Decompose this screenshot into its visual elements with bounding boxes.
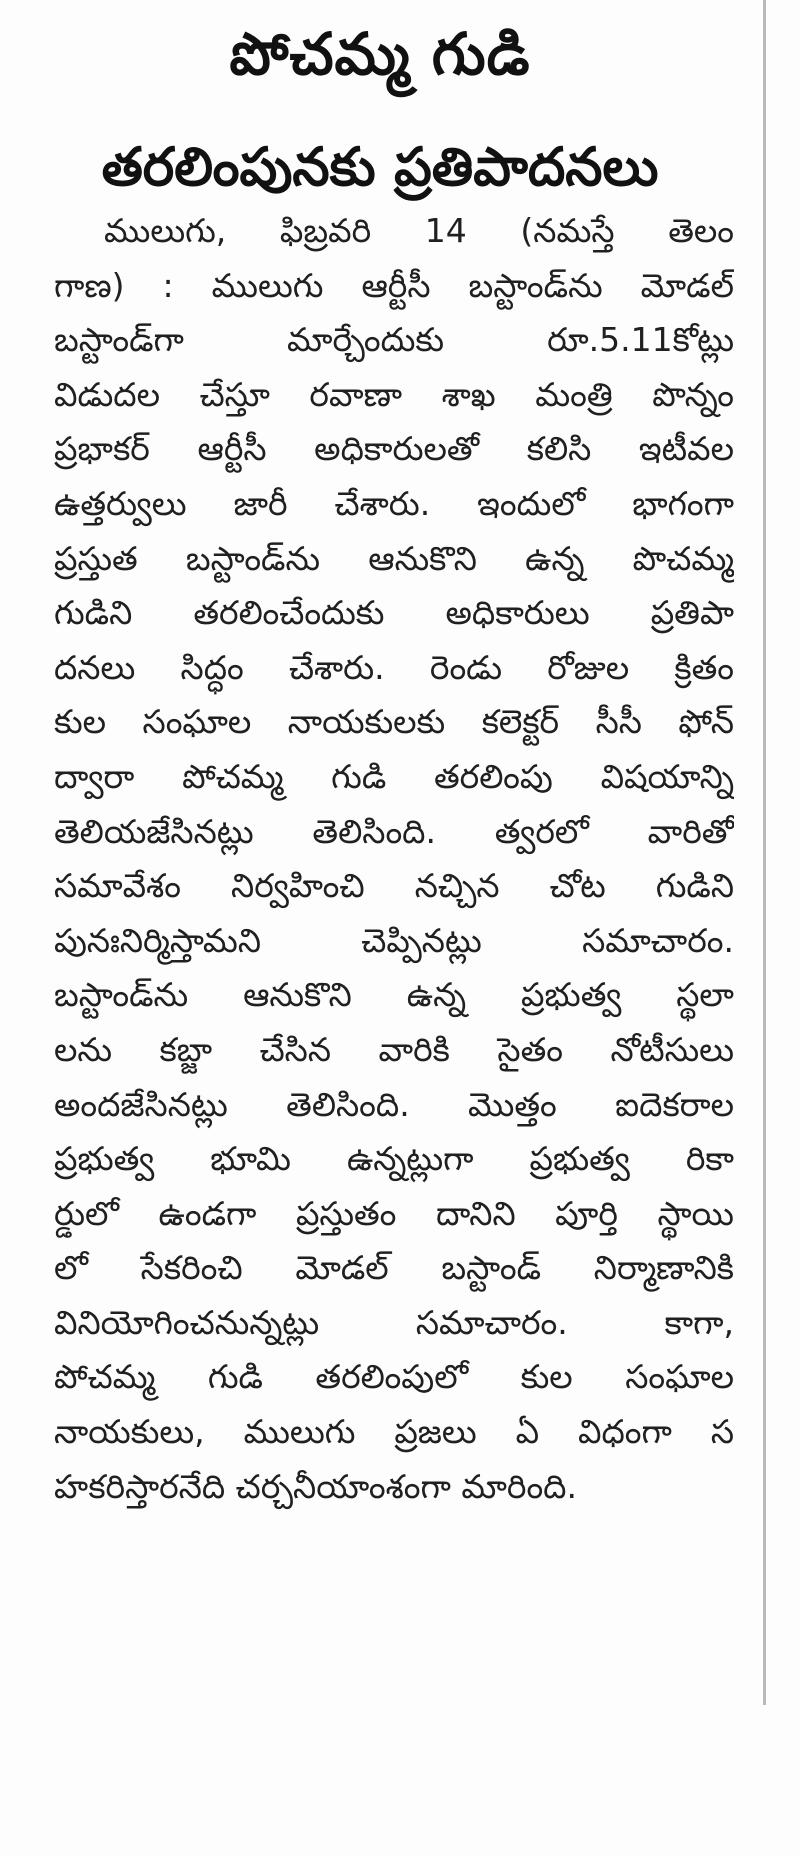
body-line: పునఃనిర్మిస్తామని చెప్పినట్లు సమాచారం. (54, 920, 734, 960)
body-line: ప్రస్తుత బస్టాండ్‌ను ఆనుకొని ఉన్న పొచమ్మ (54, 538, 734, 578)
body-line: బస్టాండ్‌ను ఆనుకొని ఉన్న ప్రభుత్వ స్థలా (54, 975, 734, 1015)
body-line: దనలు సిద్ధం చేశారు. రెండు రోజుల క్రితం (54, 647, 734, 687)
body-line: ర్డులో ఉండగా ప్రస్తుతం దానిని పూర్తి స్థాయి (54, 1193, 734, 1233)
body-line: లను కబ్జా చేసిన వారికి సైతం నోటీసులు (54, 1029, 734, 1069)
body-line: అందజేసినట్లు తెలిసింది. మొత్తం ఐదెకరాల (54, 1084, 734, 1124)
column-divider (763, 0, 766, 1705)
body-line: హకరిస్తారనేది చర్చనీయాంశంగా మారింది. (54, 1466, 577, 1506)
body-line: వినియోగించనున్నట్లు సమాచారం. కాగా, (54, 1302, 734, 1342)
headline-line-2: తరలింపునకు ప్రతిపాదనలు (101, 137, 659, 198)
body-line: గాణ) : ములుగు ఆర్టీసీ బస్టాండ్‌ను మోడల్ (54, 265, 734, 305)
body-line: సమావేశం నిర్వహించి నచ్చిన చోట గుడిని (54, 866, 734, 906)
body-line: లో సేకరించి మోడల్ బస్టాండ్ నిర్మాణానికి (54, 1248, 734, 1288)
body-line: విడుదల చేస్తూ రవాణా శాఖ మంత్రి పొన్నం (54, 374, 734, 414)
body-line: పోచమ్మ గుడి తరలింపులో కుల సంఘాల (54, 1357, 734, 1397)
headline-line-1: పోచమ్మ గుడి (229, 20, 531, 88)
body-line: ప్రభుత్వ భూమి ఉన్నట్లుగా ప్రభుత్వ రికా (54, 1139, 734, 1179)
body-line: గుడిని తరలించేందుకు అధికారులు ప్రతిపా (54, 593, 734, 633)
body-line: నాయకులు, ములుగు ప్రజలు ఏ విధంగా స (54, 1412, 734, 1452)
body-line: ప్రభాకర్ ఆర్టీసీ అధికారులతో కలిసి ఇటీవల (54, 429, 734, 469)
body-line: ద్వారా పోచమ్మ గుడి తరలింపు విషయాన్ని (54, 756, 734, 796)
body-line: తెలియజేసినట్లు తెలిసింది. త్వరలో వారితో (54, 811, 734, 851)
body-line: కుల సంఘాల నాయకులకు కలెక్టర్ సీసీ ఫోన్ (54, 702, 734, 742)
body-line: ఉత్తర్వులు జారీ చేశారు. ఇందులో భాగంగా (54, 483, 734, 523)
article-body (54, 204, 734, 1514)
body-line: ములుగు, ఫిబ్రవరి 14 (నమస్తే తెలం (104, 211, 734, 250)
body-line: బస్టాండ్‌గా మార్చేందుకు రూ.5.11కోట్లు (54, 320, 734, 360)
